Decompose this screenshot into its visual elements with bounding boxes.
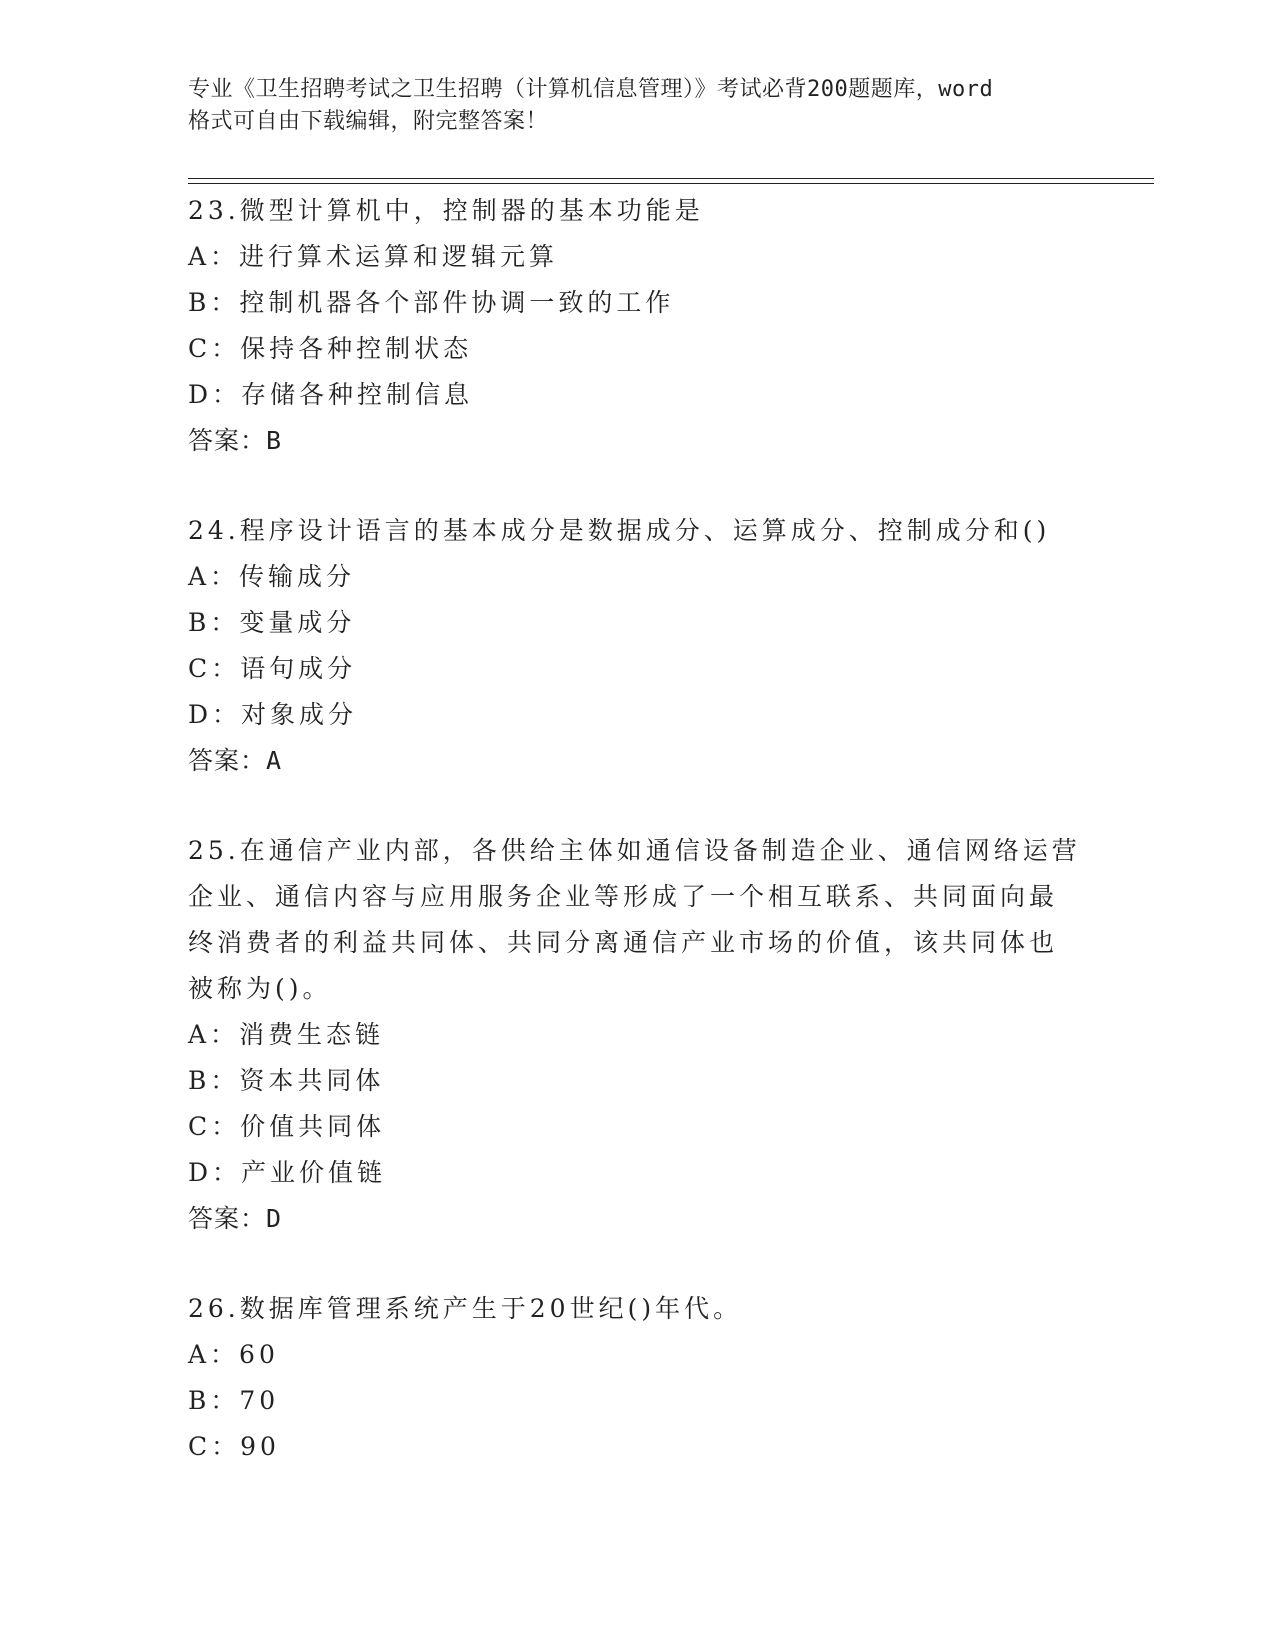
- option-a: A：消费生态链: [188, 1020, 385, 1049]
- question-stem-line: 终消费者的利益共同体、共同分离通信产业市场的价值，该共同体也: [188, 928, 1059, 957]
- header-divider-bottom: [188, 183, 1154, 184]
- question-stem: 26.数据库管理系统产生于20世纪()年代。: [188, 1294, 743, 1323]
- question-stem: 24.程序设计语言的基本成分是数据成分、运算成分、控制成分和(): [188, 516, 1051, 545]
- option-d: D：存储各种控制信息: [188, 380, 474, 409]
- question-26: [188, 1286, 1088, 1470]
- option-c: C：价值共同体: [188, 1112, 386, 1141]
- question-24: [188, 508, 1088, 784]
- document-header: [188, 74, 1108, 138]
- option-c: C：90: [188, 1432, 280, 1461]
- answer-value: A: [266, 746, 283, 775]
- question-25: [188, 828, 1088, 1242]
- question-stem-line: 25.在通信产业内部，各供给主体如通信设备制造企业、通信网络运营: [188, 836, 1081, 865]
- question-23: [188, 188, 1088, 464]
- answer: [188, 418, 1088, 464]
- option-d: D：产业价值链: [188, 1158, 387, 1187]
- answer: [188, 738, 1088, 784]
- question-stem-line: 被称为()。: [188, 974, 332, 1003]
- answer-label: 答案：: [188, 746, 267, 775]
- question-list: [188, 188, 1088, 1514]
- question-stem-line: 企业、通信内容与应用服务企业等形成了一个相互联系、共同面向最: [188, 882, 1059, 911]
- option-b: B：资本共同体: [188, 1066, 385, 1095]
- option-c: C：保持各种控制状态: [188, 334, 473, 363]
- option-b: B：70: [188, 1386, 280, 1415]
- option-a: A：60: [188, 1340, 279, 1369]
- question-stem: 23.微型计算机中，控制器的基本功能是: [188, 196, 704, 225]
- option-a: A：进行算术运算和逻辑元算: [188, 242, 559, 271]
- option-b: B：控制机器各个部件协调一致的工作: [188, 288, 675, 317]
- option-d: D：对象成分: [188, 700, 358, 729]
- header-divider-top: [188, 178, 1154, 179]
- header-line-1: 专业《卫生招聘考试之卫生招聘（计算机信息管理）》考试必背200题题库，word: [188, 77, 994, 102]
- answer-value: D: [266, 1204, 283, 1233]
- option-c: C：语句成分: [188, 654, 357, 683]
- answer-label: 答案：: [188, 1204, 267, 1233]
- answer: [188, 1196, 1088, 1242]
- option-a: A：传输成分: [188, 562, 356, 591]
- option-b: B：变量成分: [188, 608, 356, 637]
- answer-value: B: [266, 426, 283, 455]
- header-line-2: 格式可自由下载编辑，附完整答案！: [188, 109, 549, 134]
- answer-label: 答案：: [188, 426, 267, 455]
